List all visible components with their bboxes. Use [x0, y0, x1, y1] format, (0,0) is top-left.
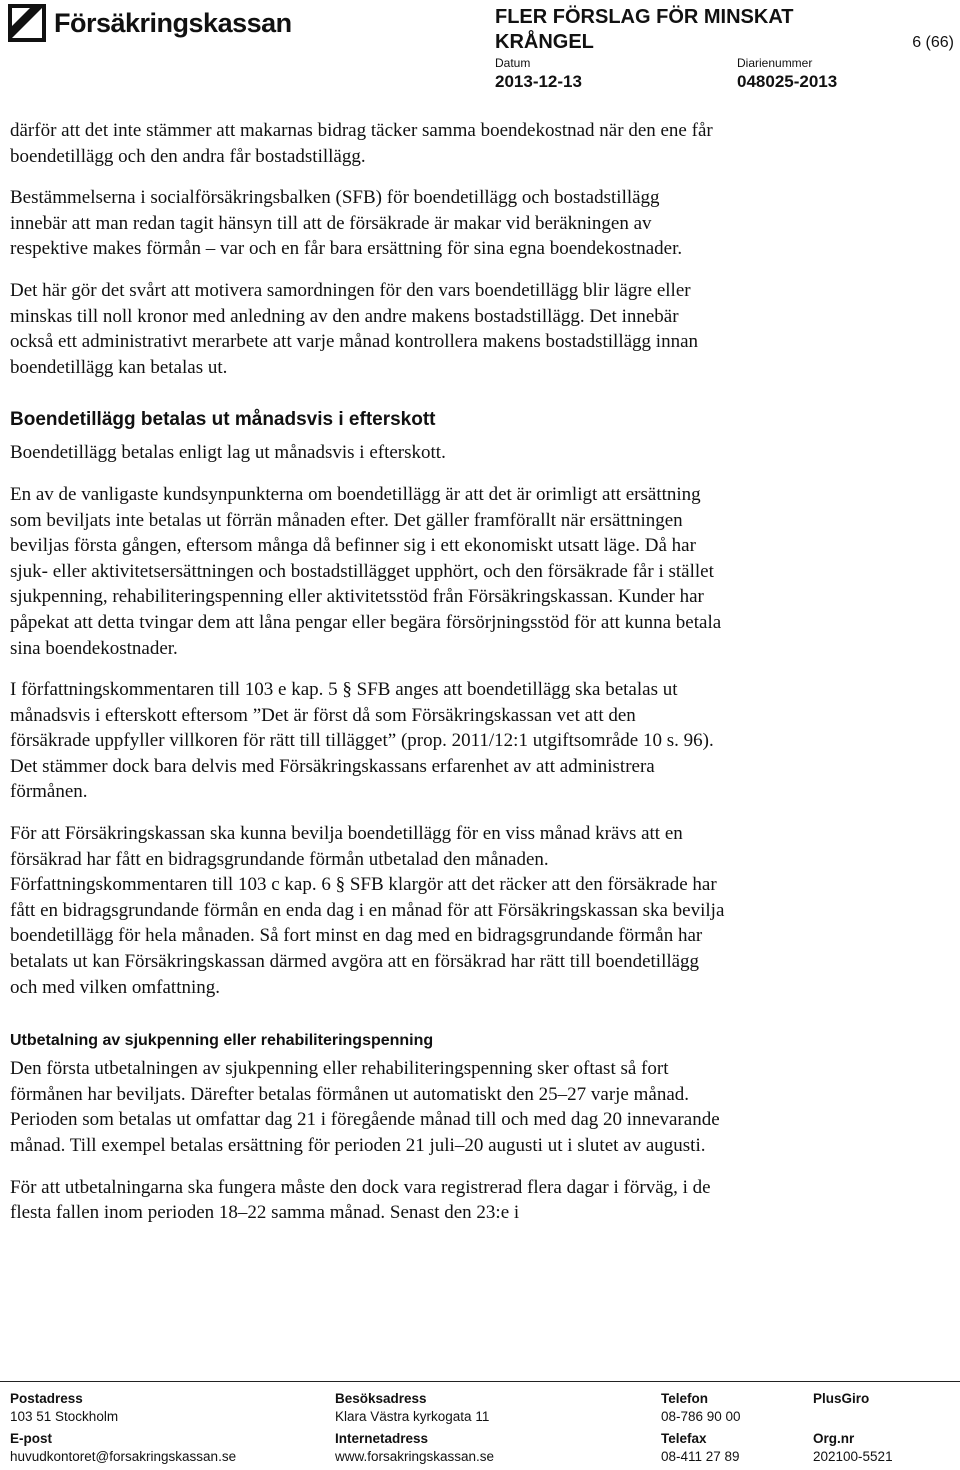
paragraph: därför att det inte stämmer att makarnas bidrag täcker samma boendekostnad när den ene får boendetillägg och den andra får bostadstillägg.	[10, 120, 713, 167]
subsection-heading: Utbetalning av sjukpenning eller rehabiliteringspenning	[10, 1032, 434, 1050]
plusgiro-label: PlusGiro	[813, 1391, 870, 1406]
postal-address-label: Postadress	[10, 1391, 83, 1406]
paragraph: För att Försäkringskassan ska kunna bevilja boendetillägg för en viss månad krävs att en försäkrad har fått en bidragsgrundande förmån utbetalad den månaden. Författningskommentaren till 103 c kap. 6 § SFB klargör att det räcker att den försäkrade har fått en bidragsgrundande förmån en enda dag i en månad för att Försäkringskassan ska bevilja boendetillägg för hela månaden. Så fort minst en dag med en bidragsgrundande förmån har betalats ut kan Försäkringskassan därmed avgöra att en försäkrad har rätt till boendetillägg och med vilken omfattning.	[10, 823, 725, 998]
section-heading: Boendetillägg betalas ut månadsvis i efterskott	[10, 409, 436, 431]
org-number-label: Org.nr	[813, 1431, 855, 1446]
paragraph: Den första utbetalningen av sjukpenning eller rehabiliteringspenning sker oftast så fort förmånen har beviljats. Därefter betalas förmånen ut automatiskt den 25–27 varje månad. Perioden som betalas ut omfattar dag 21 i föregående månad till och med dag 20 innevarande månad. Till exempel betalas ersättning för perioden 21 juli–20 augusti ut i slutet av augusti.	[10, 1058, 720, 1156]
page-header	[0, 0, 960, 100]
footer-col-visit	[335, 1390, 494, 1470]
logo-mark-icon	[8, 4, 46, 42]
plusgiro-value	[813, 1408, 893, 1430]
email-label: E-post	[10, 1431, 52, 1446]
paragraph: För att utbetalningarna ska fungera måste den dock vara registrerad flera dagar i förväg, i de flesta fallen inom perioden 18–22 samma månad. Senast den 23:e i	[10, 1176, 711, 1224]
website-label: Internetadress	[335, 1431, 429, 1446]
visiting-address: Klara Västra kyrkogata 11	[335, 1409, 490, 1424]
brand-logo	[8, 4, 292, 42]
page-number: 6 (66)	[912, 34, 954, 51]
paragraph: I författningskommentaren till 103 e kap. 5 § SFB anges att boendetillägg ska betalas ut månadsvis i efterskott eftersom ”Det är först då som Försäkringskassan vet att den försäkrade uppfyller villkoren för rätt till tillägget” (prop. 2011/12:1 utgiftsområde 10 s. 96). Det stämmer dock bara delvis med Försäkringskassans erfarenhet av att administrera förmånen.	[10, 679, 714, 803]
paragraph: En av de vanligaste kundsynpunkterna om boendetillägg är att det är orimligt att ersättning som beviljats inte betalas ut förrän månaden efter. Det gäller framförallt när ersättningen beviljas första gången, eftersom många då befinner sig i ett ekonomiskt utsatt läge. Då har sjuk- eller aktivitetsersättningen och bostadstillägget upphört, och den försäkrade får i stället sjukpenning, rehabiliteringspenning eller aktivitetsstöd från Försäkringskassan. Kunder har påpekat att detta tvingar dem att låna pengar eller begära försörjningsstöd för att kunna betala sina boendekostnader.	[10, 483, 722, 659]
footer-col-giro	[813, 1390, 893, 1470]
footer-col-postal	[10, 1390, 236, 1470]
document-title: FLER FÖRSLAG FÖR MINSKAT KRÅNGEL	[495, 6, 794, 53]
org-number: 202100-5521	[813, 1449, 893, 1464]
date-value: 2013-12-13	[495, 72, 582, 91]
fax-number: 08-411 27 89	[661, 1449, 740, 1464]
footer-col-phone	[661, 1390, 741, 1470]
date-label: Datum	[495, 56, 531, 70]
paragraph: Boendetillägg betalas enligt lag ut månadsvis i efterskott.	[10, 442, 446, 464]
registration-value: 048025-2013	[737, 72, 838, 91]
visiting-address-label: Besöksadress	[335, 1391, 427, 1406]
paragraph: Det här gör det svårt att motivera samordningen för den vars boendetillägg blir lägre eller minskas till noll kronor med anledning av den andre makens bostadstillägg. Det innebär också ett administrativt merarbete att varje månad kontrollera makens bostadstillägg innan boendetillägg kan betalas ut.	[10, 279, 698, 378]
fax-label: Telefax	[661, 1431, 707, 1446]
phone-label: Telefon	[661, 1391, 708, 1406]
postal-address: 103 51 Stockholm	[10, 1409, 119, 1424]
brand-name: Försäkringskassan	[54, 7, 292, 38]
page-footer	[0, 1381, 960, 1468]
email-link[interactable]: huvudkontoret@forsakringskassan.se	[10, 1449, 237, 1464]
document-body	[10, 118, 940, 1242]
website-link[interactable]: www.forsakringskassan.se	[335, 1449, 495, 1464]
phone-number: 08-786 90 00	[661, 1409, 741, 1424]
registration-label: Diarienummer	[737, 56, 813, 70]
paragraph: Bestämmelserna i socialförsäkringsbalken (SFB) för boendetillägg och bostadstillägg innebär att man redan tagit hänsyn till att de försäkrade är makar vid beräkningen av respektive makes förmån – var och en får bara ersättning för sina egna boendekostnader.	[10, 187, 683, 260]
